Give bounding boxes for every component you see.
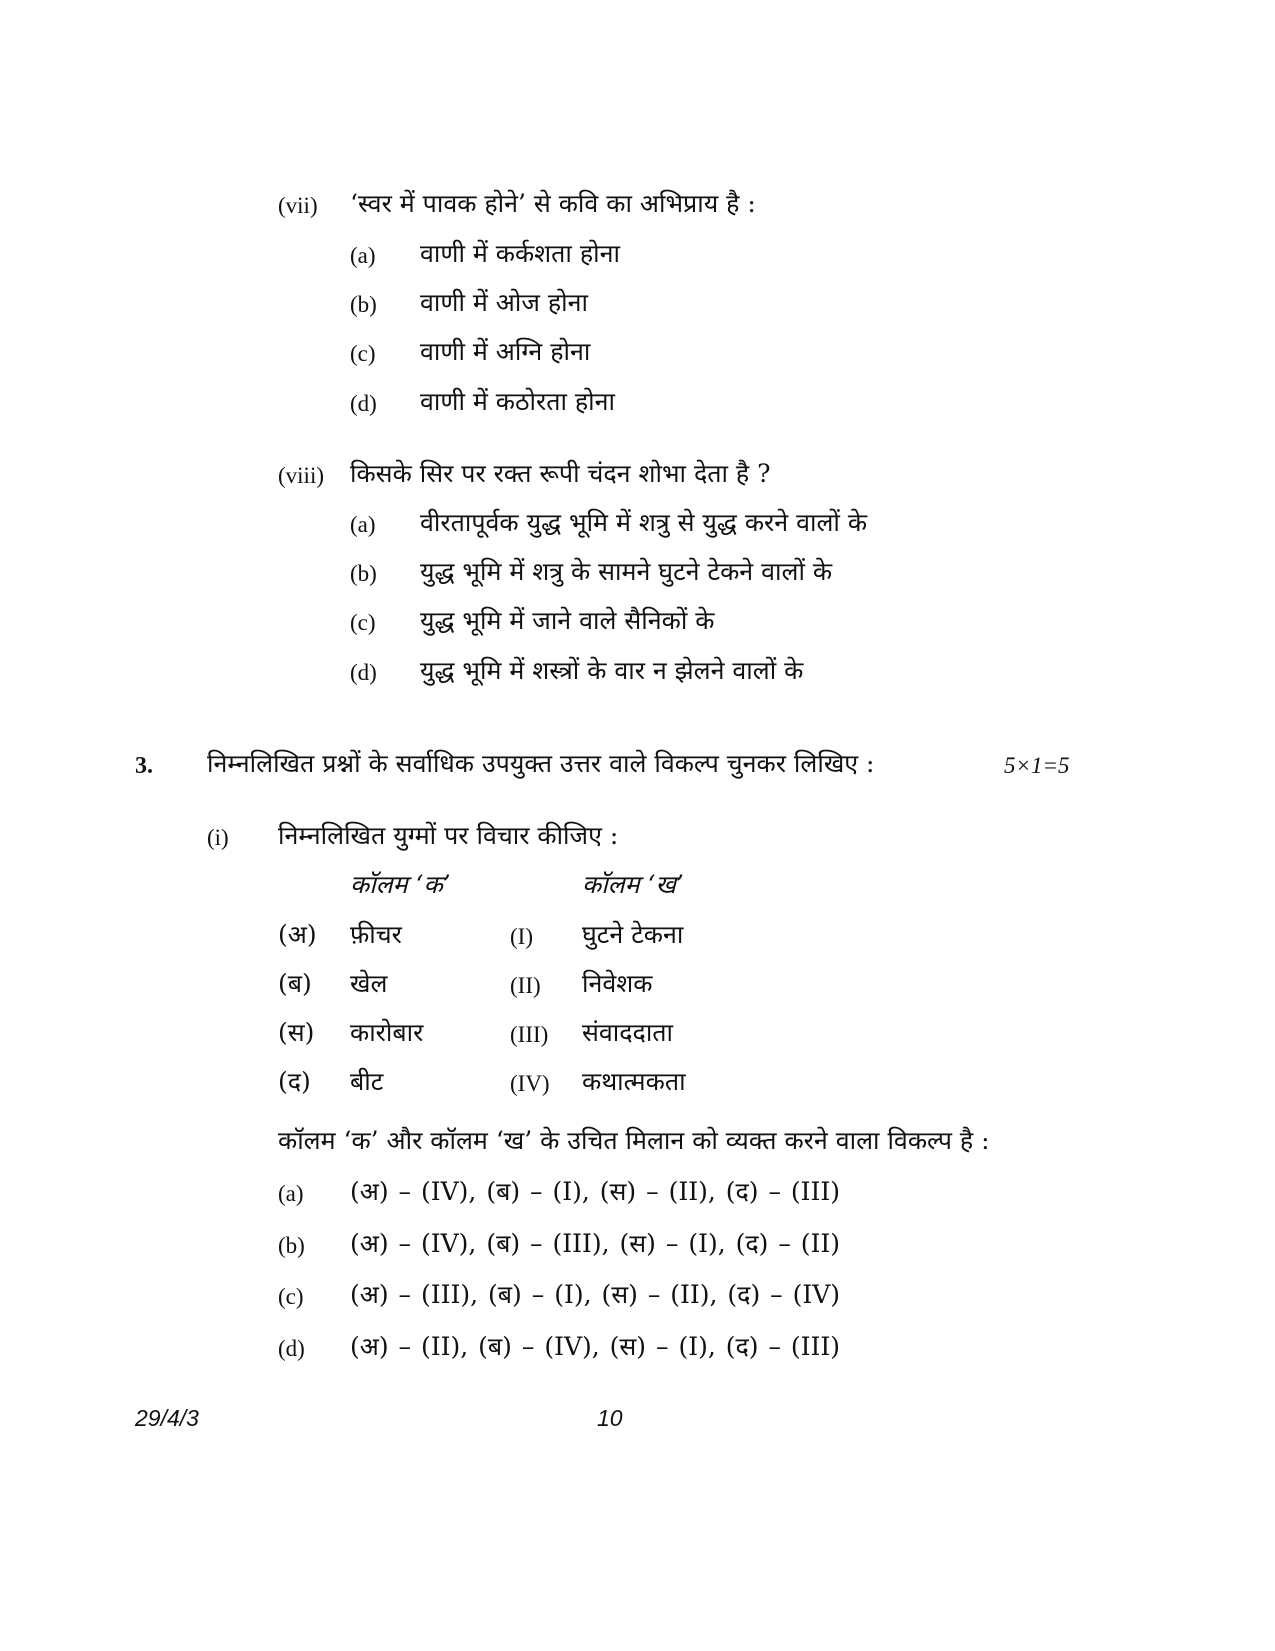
option-label: (b) bbox=[350, 292, 377, 317]
option-label: (a) bbox=[350, 243, 376, 268]
option-text: युद्ध भूमि में शस्त्रों के वार न झेलने वालों के bbox=[420, 656, 804, 685]
column-b-label: (II) bbox=[510, 973, 541, 998]
option-label: (c) bbox=[350, 341, 376, 366]
option-text: (अ) – (III), (ब) – (I), (स) – (II), (द) – (IV) bbox=[350, 1280, 841, 1309]
column-b-item: निवेशक bbox=[582, 969, 653, 998]
paper-code: 29/4/3 bbox=[135, 1405, 199, 1431]
match-prompt: कॉलम ‘क’ और कॉलम ‘ख’ के उचित मिलान को व्यक्त करने वाला विकल्प है : bbox=[278, 1126, 990, 1155]
option-label: (d) bbox=[278, 1336, 305, 1361]
column-a-label: (द) bbox=[278, 1067, 311, 1096]
column-a-label: (ब) bbox=[278, 969, 312, 998]
option-label: (c) bbox=[278, 1284, 304, 1309]
column-a-item: फ़ीचर bbox=[350, 920, 402, 949]
column-b-label: (III) bbox=[510, 1022, 549, 1047]
option-label: (c) bbox=[350, 610, 376, 635]
option-text: वाणी में कर्कशता होना bbox=[420, 239, 620, 268]
question-vii-label: (vii) bbox=[278, 193, 318, 218]
column-a-item: बीट bbox=[350, 1067, 384, 1096]
column-a-item: कारोबार bbox=[350, 1018, 424, 1047]
question-3-instruction: निम्नलिखित प्रश्नों के सर्वाधिक उपयुक्त उत्तर वाले विकल्प चुनकर लिखिए : bbox=[207, 749, 875, 778]
subquestion-i-text: निम्नलिखित युग्मों पर विचार कीजिए : bbox=[278, 821, 619, 850]
option-label: (b) bbox=[278, 1233, 305, 1258]
column-b-item: घुटने टेकना bbox=[582, 920, 684, 949]
column-a-item: खेल bbox=[350, 969, 388, 998]
option-label: (d) bbox=[350, 660, 377, 685]
option-text: युद्ध भूमि में शत्रु के सामने घुटने टेकने वालों के bbox=[420, 557, 833, 586]
page-number: 10 bbox=[597, 1405, 623, 1431]
option-label: (b) bbox=[350, 561, 377, 586]
column-b-label: (I) bbox=[510, 924, 533, 949]
option-text: वाणी में अग्नि होना bbox=[420, 337, 591, 366]
option-label: (a) bbox=[350, 512, 376, 537]
column-a-header: कॉलम ‘क’ bbox=[350, 870, 451, 899]
question-vii-text: ‘स्वर में पावक होने’ से कवि का अभिप्राय है : bbox=[350, 189, 756, 218]
option-label: (a) bbox=[278, 1181, 304, 1206]
option-label: (d) bbox=[350, 391, 377, 416]
option-text: (अ) – (II), (ब) – (IV), (स) – (I), (द) – (III) bbox=[350, 1332, 841, 1361]
question-viii-label: (viii) bbox=[278, 463, 324, 488]
question-3-marks: 5×1=5 bbox=[1004, 753, 1070, 778]
option-text: युद्ध भूमि में जाने वाले सैनिकों के bbox=[420, 606, 715, 635]
column-b-label: (IV) bbox=[510, 1071, 550, 1096]
option-text: वीरतापूर्वक युद्ध भूमि में शत्रु से युद्ध करने वालों के bbox=[420, 508, 868, 537]
column-b-header: कॉलम ‘ख’ bbox=[582, 870, 684, 899]
column-b-item: कथात्मकता bbox=[582, 1067, 686, 1096]
column-a-label: (अ) bbox=[278, 920, 317, 949]
question-3-number: 3. bbox=[135, 753, 153, 779]
option-text: (अ) – (IV), (ब) – (III), (स) – (I), (द) – (II) bbox=[350, 1229, 841, 1258]
option-text: वाणी में कठोरता होना bbox=[420, 387, 615, 416]
column-b-item: संवाददाता bbox=[582, 1018, 674, 1047]
column-a-label: (स) bbox=[278, 1018, 315, 1047]
option-text: वाणी में ओज होना bbox=[420, 288, 588, 317]
subquestion-i-label: (i) bbox=[207, 825, 229, 850]
option-text: (अ) – (IV), (ब) – (I), (स) – (II), (द) – (III) bbox=[350, 1177, 841, 1206]
question-viii-text: किसके सिर पर रक्त रूपी चंदन शोभा देता है ? bbox=[350, 459, 771, 488]
